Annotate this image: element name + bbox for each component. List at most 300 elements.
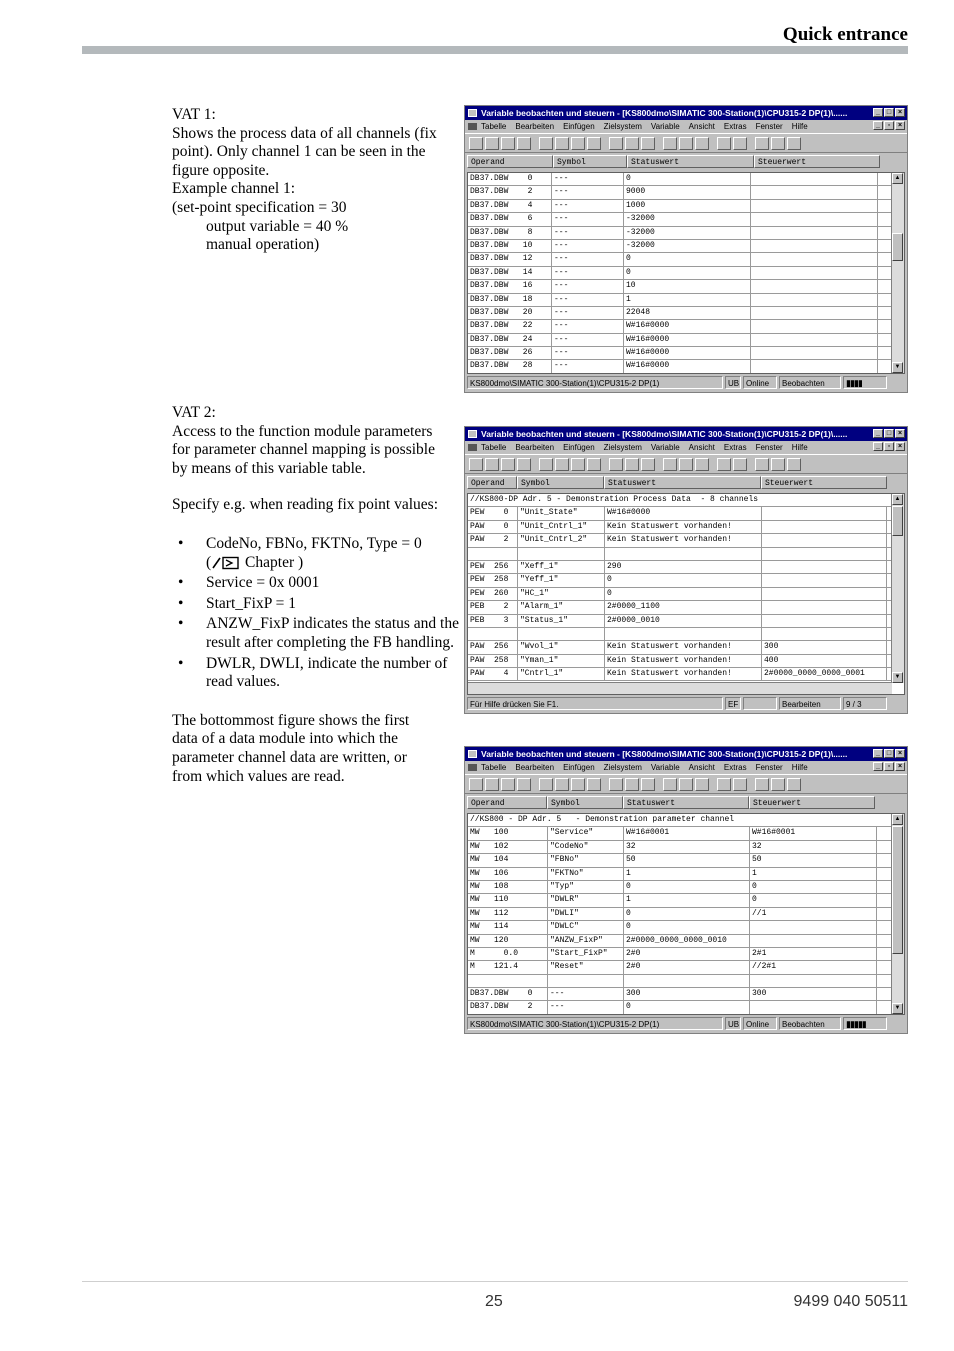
vat1-line: Shows the process data of all channels (fix [172, 124, 437, 142]
statusbar [467, 697, 905, 710]
control-icon[interactable] [733, 137, 747, 150]
undo-icon[interactable] [539, 137, 553, 150]
table-row[interactable] [468, 186, 904, 199]
steuerwert-cell: 300 [762, 641, 887, 653]
statuswert-cell: Kein Statuswert vorhanden! [605, 534, 762, 546]
arrange-icon[interactable] [787, 137, 801, 150]
operand-cell: MW 120 [468, 935, 548, 947]
scroll-thumb[interactable] [892, 233, 903, 261]
menubar [465, 761, 907, 774]
table-row[interactable] [468, 173, 904, 186]
table-row[interactable] [468, 521, 904, 534]
steuerwert-cell [751, 360, 878, 372]
statuswert-cell: 2#0 [624, 961, 750, 973]
col-statuswert[interactable]: Statuswert [604, 476, 761, 489]
copy-icon[interactable] [571, 458, 585, 471]
menu-extras[interactable]: Extras [723, 763, 747, 772]
vat1-line: figure opposite. [172, 161, 270, 179]
statusbar [467, 376, 905, 389]
online-icon[interactable] [755, 778, 769, 791]
statuswert-cell: 50 [624, 854, 750, 866]
watch-icon[interactable] [679, 458, 693, 471]
force-icon[interactable] [695, 458, 709, 471]
variable-table [467, 813, 905, 1015]
symbol-cell: --- [552, 227, 624, 239]
table-icon [468, 123, 477, 130]
header-bar [82, 46, 908, 54]
table-row[interactable] [468, 868, 904, 881]
vat2-bottom-line: from which values are read. [172, 767, 345, 785]
col-steuerwert[interactable]: Steuerwert [761, 476, 887, 489]
status-icon[interactable] [717, 458, 731, 471]
table-row[interactable] [468, 975, 904, 988]
new-icon[interactable] [469, 137, 483, 150]
table-row[interactable] [468, 668, 904, 681]
symbol-cell: --- [552, 253, 624, 265]
online-icon[interactable] [755, 458, 769, 471]
doc-close-button[interactable]: × [895, 121, 905, 130]
statuswert-cell: 2#0000_1100 [605, 601, 762, 613]
menu-tabelle[interactable]: Tabelle [481, 443, 507, 452]
menu-fenster[interactable]: Fenster [755, 122, 783, 131]
vertical-scrollbar[interactable] [891, 494, 904, 683]
statuswert-cell: -32000 [624, 213, 751, 225]
table-row[interactable] [468, 507, 904, 520]
undo-icon[interactable] [539, 458, 553, 471]
table-row[interactable] [468, 935, 904, 948]
operand-cell [468, 975, 548, 987]
comment-cell: //KS800-DP Adr. 5 - Demonstration Process Data - 8 channels [470, 495, 759, 504]
table-row[interactable] [468, 854, 904, 867]
table-row[interactable] [468, 588, 904, 601]
paste-icon[interactable] [587, 778, 601, 791]
print-icon[interactable] [517, 137, 531, 150]
operand-cell: MW 106 [468, 868, 548, 880]
symbol-cell: "Typ" [548, 881, 624, 893]
status-icon[interactable] [717, 137, 731, 150]
close-button[interactable]: × [895, 108, 905, 117]
cut-icon[interactable] [555, 137, 569, 150]
col-operand[interactable]: Operand [467, 155, 553, 168]
maximize-button[interactable]: □ [884, 749, 894, 758]
vat2-bullets [172, 535, 464, 692]
statusbar [467, 1017, 905, 1030]
operand-cell: DB37.DBW 6 [468, 213, 552, 225]
table-row[interactable] [468, 921, 904, 934]
menu-einfuegen[interactable]: Einfügen [563, 122, 595, 131]
cut-icon[interactable] [555, 458, 569, 471]
statuswert-cell: Kein Statuswert vorhanden! [605, 641, 762, 653]
table-row[interactable] [468, 561, 904, 574]
menu-bearbeiten[interactable]: Bearbeiten [515, 122, 555, 131]
scroll-down-icon[interactable]: ▼ [892, 362, 903, 373]
table-row[interactable] [468, 908, 904, 921]
menu-bearbeiten[interactable]: Bearbeiten [515, 443, 555, 452]
operand-cell: PAW 256 [468, 641, 518, 653]
page-number: 25 [485, 1293, 503, 1310]
print-icon[interactable] [517, 778, 531, 791]
statuswert-cell: Kein Statuswert vorhanden! [605, 655, 762, 667]
trigger-icon[interactable] [663, 458, 677, 471]
maximize-button[interactable]: □ [884, 429, 894, 438]
table-row[interactable] [468, 1001, 904, 1014]
doc-minimize-button[interactable]: _ [873, 762, 883, 771]
bullet-icon: • [178, 534, 184, 552]
menu-hilfe[interactable]: Hilfe [791, 443, 808, 452]
menubar [465, 120, 907, 133]
bullet-item: • ANZW_FixP indicates the status and the result after completing the FB handling. [178, 615, 459, 651]
status-icon[interactable] [717, 778, 731, 791]
statuswert-cell: 1 [624, 868, 750, 880]
monitor-icon[interactable] [609, 458, 623, 471]
open-icon[interactable] [485, 778, 499, 791]
table-grid [468, 814, 904, 1015]
force-icon[interactable] [695, 137, 709, 150]
table-row[interactable] [468, 267, 904, 280]
symbol-cell: "Cntrl_1" [518, 668, 605, 680]
steuerwert-cell [750, 921, 877, 933]
vat2-bottom-line: data of a data module into which the [172, 730, 398, 748]
doc-minimize-button[interactable]: _ [873, 442, 883, 451]
online-icon[interactable] [755, 137, 769, 150]
doc-restore-button[interactable]: ▫ [884, 121, 894, 130]
symbol-cell: "Status_1" [518, 615, 605, 627]
table-row[interactable] [468, 360, 904, 373]
operand-cell: MW 100 [468, 827, 548, 839]
statuswert-cell: 1000 [624, 200, 751, 212]
statuswert-cell: 32 [624, 841, 750, 853]
steuerwert-cell [762, 534, 887, 546]
minimize-button[interactable]: _ [873, 429, 883, 438]
doc-close-button[interactable]: × [895, 762, 905, 771]
menu-tabelle[interactable]: Tabelle [481, 122, 507, 131]
menu-einfuegen[interactable]: Einfügen [563, 763, 595, 772]
doc-close-button[interactable]: × [895, 442, 905, 451]
col-steuerwert[interactable]: Steuerwert [754, 155, 880, 168]
operand-cell: DB37.DBW 0 [468, 173, 552, 185]
menu-zielsystem[interactable]: Zielsystem [603, 122, 642, 131]
help-icon[interactable] [641, 137, 655, 150]
table-row[interactable] [468, 961, 904, 974]
col-symbol[interactable]: Symbol [517, 476, 604, 489]
menu-tabelle[interactable]: Tabelle [481, 763, 507, 772]
minimize-button[interactable]: _ [873, 108, 883, 117]
table-row[interactable] [468, 253, 904, 266]
horizontal-scrollbar[interactable] [468, 682, 892, 694]
table-row[interactable] [468, 948, 904, 961]
table-row[interactable] [468, 320, 904, 333]
operand-cell: DB37.DBW 2 [468, 1001, 548, 1013]
table-row[interactable] [468, 548, 904, 561]
statuswert-cell: 0 [605, 588, 762, 600]
window-icon[interactable] [771, 137, 785, 150]
open-icon[interactable] [485, 458, 499, 471]
table-row[interactable] [468, 628, 904, 641]
table-row[interactable] [468, 334, 904, 347]
save-icon[interactable] [501, 458, 515, 471]
steuerwert-cell [762, 588, 887, 600]
bullet-item: • Service = 0x 0001 [178, 574, 320, 592]
statuswert-cell: 290 [605, 561, 762, 573]
symbol-cell: "DWLI" [548, 908, 624, 920]
table-row[interactable] [468, 534, 904, 547]
steuerwert-cell [751, 320, 878, 332]
paste-icon[interactable] [587, 137, 601, 150]
steuerwert-cell [751, 347, 878, 359]
table-row[interactable] [468, 307, 904, 320]
vertical-scrollbar[interactable] [891, 173, 904, 373]
status-mode: UB [725, 1017, 741, 1030]
status-path: KS800dmo\SIMATIC 300-Station(1)\CPU315-2 DP(1) [467, 1017, 723, 1030]
save-icon[interactable] [501, 137, 515, 150]
steuerwert-cell: 400 [762, 655, 887, 667]
modify-icon[interactable] [625, 458, 639, 471]
symbol-cell: --- [552, 320, 624, 332]
maximize-button[interactable]: □ [884, 108, 894, 117]
statuswert-cell: 0 [624, 253, 751, 265]
status-online: Online [743, 1017, 777, 1030]
col-symbol[interactable]: Symbol [553, 155, 627, 168]
table-row[interactable] [468, 841, 904, 854]
menu-hilfe[interactable]: Hilfe [791, 122, 808, 131]
status-position: 9 / 3 [843, 697, 887, 710]
statuswert-cell: 0 [624, 173, 751, 185]
menu-einfuegen[interactable]: Einfügen [563, 443, 595, 452]
table-row[interactable] [468, 988, 904, 1001]
scroll-up-icon[interactable]: ▲ [892, 494, 903, 505]
symbol-cell: "DWLR" [548, 894, 624, 906]
new-icon[interactable] [469, 778, 483, 791]
statuswert-cell: 1 [624, 294, 751, 306]
menu-variable[interactable]: Variable [650, 763, 680, 772]
operand-cell: DB37.DBW 2 [468, 186, 552, 198]
symbol-cell: --- [552, 307, 624, 319]
status-progress: ▮▮▮▮ [843, 376, 887, 389]
table-row[interactable] [468, 227, 904, 240]
menu-ansicht[interactable]: Ansicht [688, 763, 715, 772]
doc-minimize-button[interactable]: _ [873, 121, 883, 130]
toolbar [465, 774, 907, 794]
steuerwert-cell: //1 [750, 908, 877, 920]
table-row[interactable] [468, 280, 904, 293]
window-icon[interactable] [771, 778, 785, 791]
bullet-icon: • [178, 615, 184, 633]
trigger-icon[interactable] [663, 778, 677, 791]
statuswert-cell: -32000 [624, 240, 751, 252]
scroll-up-icon[interactable]: ▲ [892, 814, 903, 825]
modify-icon[interactable] [625, 137, 639, 150]
paste-icon[interactable] [587, 458, 601, 471]
save-icon[interactable] [501, 778, 515, 791]
watch-icon[interactable] [679, 137, 693, 150]
steuerwert-cell: 1 [750, 868, 877, 880]
status-mode: UB [725, 376, 741, 389]
scroll-thumb[interactable] [892, 506, 903, 536]
cut-icon[interactable] [555, 778, 569, 791]
window-titlebar[interactable]: Variable beobachten und steuern - [KS800dmo\SIMATIC 300-Station(1)\CPU315-2 DP(1)\...... _ □ × [465, 106, 907, 120]
operand-cell: PAW 0 [468, 521, 518, 533]
menu-variable[interactable]: Variable [650, 122, 680, 131]
status-action: Bearbeiten [779, 697, 841, 710]
operand-cell: DB37.DBW 18 [468, 294, 552, 306]
table-row[interactable] [468, 641, 904, 654]
symbol-cell: "Reset" [548, 961, 624, 973]
header-title: Quick entrance [782, 24, 908, 45]
operand-cell: DB37.DBW 20 [468, 307, 552, 319]
table-row[interactable] [468, 601, 904, 614]
monitor-icon[interactable] [609, 778, 623, 791]
operand-cell: PEW 258 [468, 574, 518, 586]
table-comment-row[interactable] [468, 814, 904, 827]
steuerwert-cell: 300 [750, 988, 877, 1000]
operand-cell: MW 114 [468, 921, 548, 933]
comment-cell: //KS800 - DP Adr. 5 - Demonstration parameter channel [470, 815, 735, 824]
arrange-icon[interactable] [787, 778, 801, 791]
steuerwert-cell [751, 280, 878, 292]
control-icon[interactable] [733, 778, 747, 791]
modify-icon[interactable] [625, 778, 639, 791]
col-operand[interactable]: Operand [467, 476, 517, 489]
monitor-icon[interactable] [609, 137, 623, 150]
vat1-line: point). Only channel 1 can be seen in the [172, 143, 426, 161]
force-icon[interactable] [695, 778, 709, 791]
statuswert-cell: 2#0000_0010 [605, 615, 762, 627]
table-row[interactable] [468, 894, 904, 907]
copy-icon[interactable] [571, 778, 585, 791]
bullet-item: • Start_FixP = 1 [178, 594, 296, 612]
menu-ansicht[interactable]: Ansicht [688, 443, 715, 452]
window-titlebar[interactable]: Variable beobachten und steuern - [KS800dmo\SIMATIC 300-Station(1)\CPU315-2 DP(1)\...... _ □ × [465, 427, 907, 441]
window-titlebar[interactable]: Variable beobachten und steuern - [KS800dmo\SIMATIC 300-Station(1)\CPU315-2 DP(1)\...... _ □ × [465, 747, 907, 761]
doc-restore-button[interactable]: ▫ [884, 442, 894, 451]
statuswert-cell [605, 628, 762, 640]
watch-icon[interactable] [679, 778, 693, 791]
operand-cell: PAW 2 [468, 534, 518, 546]
operand-cell: PEB 2 [468, 601, 518, 613]
window-icon[interactable] [771, 458, 785, 471]
new-icon[interactable] [469, 458, 483, 471]
help-icon[interactable] [641, 458, 655, 471]
bullet-item: • CodeNo, FBNo, FKTNo, Type = 0 ( Chapter ) [178, 534, 422, 571]
steuerwert-cell [762, 548, 887, 560]
symbol-cell: --- [552, 267, 624, 279]
operand-cell [468, 628, 518, 640]
statuswert-cell: 1 [624, 894, 750, 906]
col-operand[interactable]: Operand [467, 796, 547, 809]
col-statuswert[interactable]: Statuswert [623, 796, 749, 809]
variable-table [467, 493, 905, 695]
symbol-cell [518, 548, 605, 560]
steuerwert-cell [751, 294, 878, 306]
operand-cell [468, 548, 518, 560]
table-row[interactable] [468, 347, 904, 360]
menu-fenster[interactable]: Fenster [755, 443, 783, 452]
status-path: KS800dmo\SIMATIC 300-Station(1)\CPU315-2 DP(1) [467, 376, 723, 389]
menu-zielsystem[interactable]: Zielsystem [603, 763, 642, 772]
symbol-cell: --- [552, 186, 624, 198]
undo-icon[interactable] [539, 778, 553, 791]
trigger-icon[interactable] [663, 137, 677, 150]
scroll-up-icon[interactable]: ▲ [892, 173, 903, 184]
menu-fenster[interactable]: Fenster [755, 763, 783, 772]
menu-zielsystem[interactable]: Zielsystem [603, 443, 642, 452]
vat2-bottom-line: parameter channel data are written, or [172, 748, 407, 766]
menu-bearbeiten[interactable]: Bearbeiten [515, 763, 555, 772]
table-comment-row[interactable] [468, 494, 904, 507]
table-row[interactable] [468, 200, 904, 213]
table-row[interactable] [468, 294, 904, 307]
steuerwert-cell [750, 935, 877, 947]
scroll-down-icon[interactable]: ▼ [892, 672, 903, 683]
symbol-cell: --- [552, 360, 624, 372]
control-icon[interactable] [733, 458, 747, 471]
menu-extras[interactable]: Extras [723, 443, 747, 452]
steuerwert-cell: 2#1 [750, 948, 877, 960]
print-icon[interactable] [517, 458, 531, 471]
table-row[interactable] [468, 240, 904, 253]
table-row[interactable] [468, 574, 904, 587]
menu-variable[interactable]: Variable [650, 443, 680, 452]
steuerwert-cell: 2#0000_0000_0000_0001 [762, 668, 887, 680]
footer-rule [82, 1281, 908, 1282]
col-symbol[interactable]: Symbol [547, 796, 623, 809]
arrange-icon[interactable] [787, 458, 801, 471]
symbol-cell: --- [552, 200, 624, 212]
doc-restore-button[interactable]: ▫ [884, 762, 894, 771]
minimize-button[interactable]: _ [873, 749, 883, 758]
steuerwert-cell [762, 628, 887, 640]
operand-cell: PEW 260 [468, 588, 518, 600]
table-row[interactable] [468, 213, 904, 226]
copy-icon[interactable] [571, 137, 585, 150]
chapter-reference-icon [211, 556, 241, 570]
vertical-scrollbar[interactable] [891, 814, 904, 1014]
table-row[interactable] [468, 827, 904, 840]
help-icon[interactable] [641, 778, 655, 791]
vat2-line: for parameter channel mapping is possible [172, 441, 435, 459]
status-help: Für Hilfe drücken Sie F1. [467, 697, 723, 710]
steuerwert-cell [750, 975, 877, 987]
column-header [467, 155, 905, 168]
vat1-text [172, 106, 464, 255]
close-button[interactable]: × [895, 429, 905, 438]
col-statuswert[interactable]: Statuswert [627, 155, 754, 168]
menu-extras[interactable]: Extras [723, 122, 747, 131]
steuerwert-cell [751, 253, 878, 265]
open-icon[interactable] [485, 137, 499, 150]
scroll-down-icon[interactable]: ▼ [892, 1003, 903, 1014]
operand-cell: DB37.DBW 14 [468, 267, 552, 279]
vat1-window [464, 105, 908, 393]
close-button[interactable]: × [895, 749, 905, 758]
operand-cell: DB37.DBW 4 [468, 200, 552, 212]
table-grid [468, 173, 904, 374]
bullet-item: • DWLR, DWLI, indicate the number of read values. [178, 654, 448, 691]
table-row[interactable] [468, 881, 904, 894]
menu-ansicht[interactable]: Ansicht [688, 122, 715, 131]
table-row[interactable] [468, 615, 904, 628]
vat2-heading: VAT 2: [172, 404, 216, 421]
scroll-thumb[interactable] [892, 826, 903, 954]
col-steuerwert[interactable]: Steuerwert [749, 796, 875, 809]
menu-hilfe[interactable]: Hilfe [791, 763, 808, 772]
operand-cell: MW 102 [468, 841, 548, 853]
statuswert-cell: 2#0000_0000_0000_0010 [624, 935, 750, 947]
operand-cell: DB37.DBW 24 [468, 334, 552, 346]
table-row[interactable] [468, 655, 904, 668]
statuswert-cell: Kein Statuswert vorhanden! [605, 668, 762, 680]
vat2-window [464, 426, 908, 714]
